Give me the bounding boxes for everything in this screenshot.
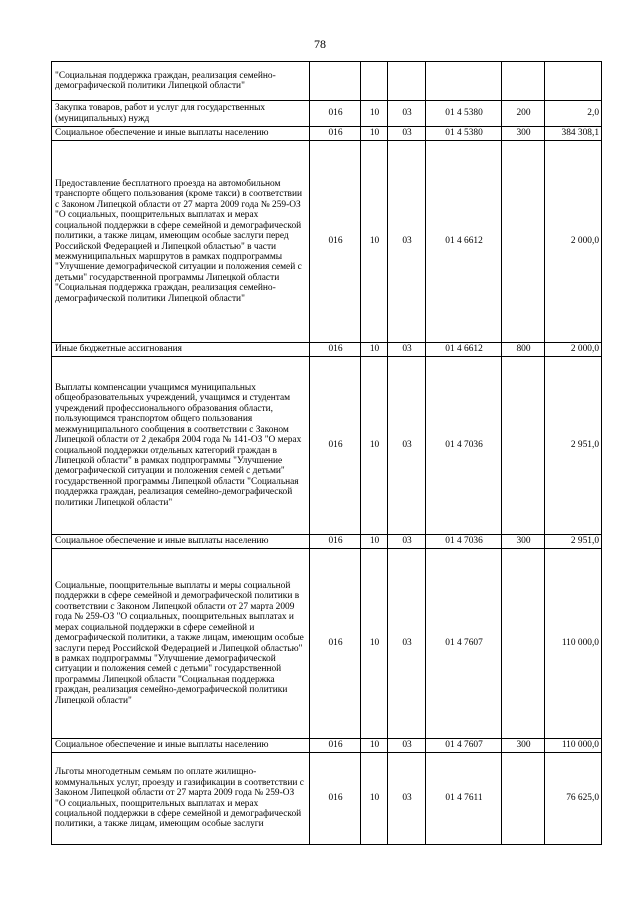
row-admin-code: 016 [310,357,361,535]
row-name: Социальное обеспечение и иные выплаты населению [52,739,310,753]
row-expense-type [502,141,545,343]
row-name: Иные бюджетные ассигнования [52,343,310,357]
row-target-article: 01 4 7611 [426,753,502,845]
row-section: 10 [361,739,388,753]
row-name: Социальное обеспечение и иные выплаты населению [52,535,310,549]
row-subsection: 03 [388,127,426,141]
row-name: "Социальная поддержка граждан, реализация семейно-демографической политики Липецкой области" [52,62,310,101]
row-expense-type: 300 [502,739,545,753]
row-sum: 110 000,0 [545,549,602,739]
table-row [52,141,602,343]
row-sum: 2 951,0 [545,357,602,535]
row-subsection: 03 [388,753,426,845]
row-admin-code: 016 [310,535,361,549]
row-expense-type [502,357,545,535]
row-target-article [426,62,502,101]
row-sum [545,62,602,101]
row-admin-code: 016 [310,101,361,127]
row-sum: 384 308,1 [545,127,602,141]
page-number: 78 [314,37,326,51]
row-admin-code: 016 [310,127,361,141]
row-section: 10 [361,101,388,127]
row-admin-code [310,62,361,101]
row-expense-type: 300 [502,127,545,141]
row-subsection: 03 [388,343,426,357]
row-target-article: 01 4 6612 [426,343,502,357]
row-target-article: 01 4 5380 [426,101,502,127]
row-admin-code: 016 [310,753,361,845]
row-subsection: 03 [388,535,426,549]
row-subsection: 03 [388,357,426,535]
row-expense-type [502,753,545,845]
table-row [52,343,602,357]
table-row [52,101,602,127]
table-row [52,753,602,845]
row-admin-code: 016 [310,343,361,357]
table-row [52,62,602,101]
row-section [361,62,388,101]
row-name: Выплаты компенсации учащимся муниципальных общеобразовательных учреждений, учащимся и студентам учреждений профессионального образования области, пользующимся транспортом общего пользования межмуниципального сообщения в соответствии с Законом Липецкой области от 2 декабря 2004 года № 141-ОЗ "О мерах социальной поддержки отдельных категорий граждан в Липецкой области" в рамках подпрограммы "Улучшение демографической ситуации и положения семей с детьми" государственной программы Липецкой области "Социальная поддержка граждан, реализация семейно-демографической политики Липецкой области" [52,357,310,535]
row-name: Льготы многодетным семьям по оплате жилищно-коммунальных услуг, проезду и газификации в соответствии с Законом Липецкой области от 27 марта 2009 года № 259-ОЗ "О социальных, поощрительных выплатах и мерах социальной поддержки в сфере семейной и демографической политики, а также лицам, имеющим особые заслуги [52,753,310,845]
table-row [52,357,602,535]
row-expense-type [502,62,545,101]
row-subsection [388,62,426,101]
row-target-article: 01 4 6612 [426,141,502,343]
row-sum: 110 000,0 [545,739,602,753]
row-sum: 2,0 [545,101,602,127]
row-expense-type: 300 [502,535,545,549]
row-admin-code: 016 [310,739,361,753]
row-section: 10 [361,753,388,845]
row-name: Социальные, поощрительные выплаты и меры социальной поддержки в сфере семейной и демографической политики в соответствии с Законом Липецкой области от 27 марта 2009 года № 259-ОЗ "О социальных, поощрительных выплатах и мерах социальной поддержки в сфере семейной и демографической политики, а также лицам, имеющим особые заслуги перед Российской Федерацией и Липецкой областью" в рамках подпрограммы "Улучшение демографической ситуации и положения семей с детьми" государственной программы Липецкой области "Социальная поддержка граждан, реализация семейно-демографической политики Липецкой области" [52,549,310,739]
row-admin-code: 016 [310,141,361,343]
row-name: Предоставление бесплатного проезда на автомобильном транспорте общего пользования (кроме такси) в соответствии с Законом Липецкой области от 27 марта 2009 года № 259-ОЗ "О социальных, поощрительных выплатах и мерах социальной поддержки в сфере семейной и демографической политики, а также лицам, имеющим особые заслуги перед Российской Федерацией и Липецкой областью" в части межмуниципальных маршрутов в рамках подпрограммы "Улучшение демографической ситуации и положения семей с детьми" государственной программы Липецкой области "Социальная поддержка граждан, реализация семейно-демографической политики Липецкой области" [52,141,310,343]
row-sum: 2 000,0 [545,343,602,357]
row-admin-code: 016 [310,549,361,739]
budget-table-body [52,62,602,845]
row-section: 10 [361,127,388,141]
row-section: 10 [361,535,388,549]
row-expense-type: 200 [502,101,545,127]
row-section: 10 [361,549,388,739]
row-subsection: 03 [388,141,426,343]
row-section: 10 [361,357,388,535]
row-name: Закупка товаров, работ и услуг для государственных (муниципальных) нужд [52,101,310,127]
row-target-article: 01 4 7607 [426,549,502,739]
table-row [52,127,602,141]
row-section: 10 [361,343,388,357]
row-name: Социальное обеспечение и иные выплаты населению [52,127,310,141]
table-row [52,535,602,549]
row-subsection: 03 [388,101,426,127]
row-sum: 76 625,0 [545,753,602,845]
row-sum: 2 951,0 [545,535,602,549]
row-expense-type [502,549,545,739]
row-target-article: 01 4 7036 [426,357,502,535]
row-subsection: 03 [388,739,426,753]
table-row [52,549,602,739]
row-expense-type: 800 [502,343,545,357]
row-target-article: 01 4 7607 [426,739,502,753]
row-section: 10 [361,141,388,343]
row-target-article: 01 4 7036 [426,535,502,549]
row-subsection: 03 [388,549,426,739]
budget-table [51,61,602,845]
row-target-article: 01 4 5380 [426,127,502,141]
row-sum: 2 000,0 [545,141,602,343]
table-row [52,739,602,753]
